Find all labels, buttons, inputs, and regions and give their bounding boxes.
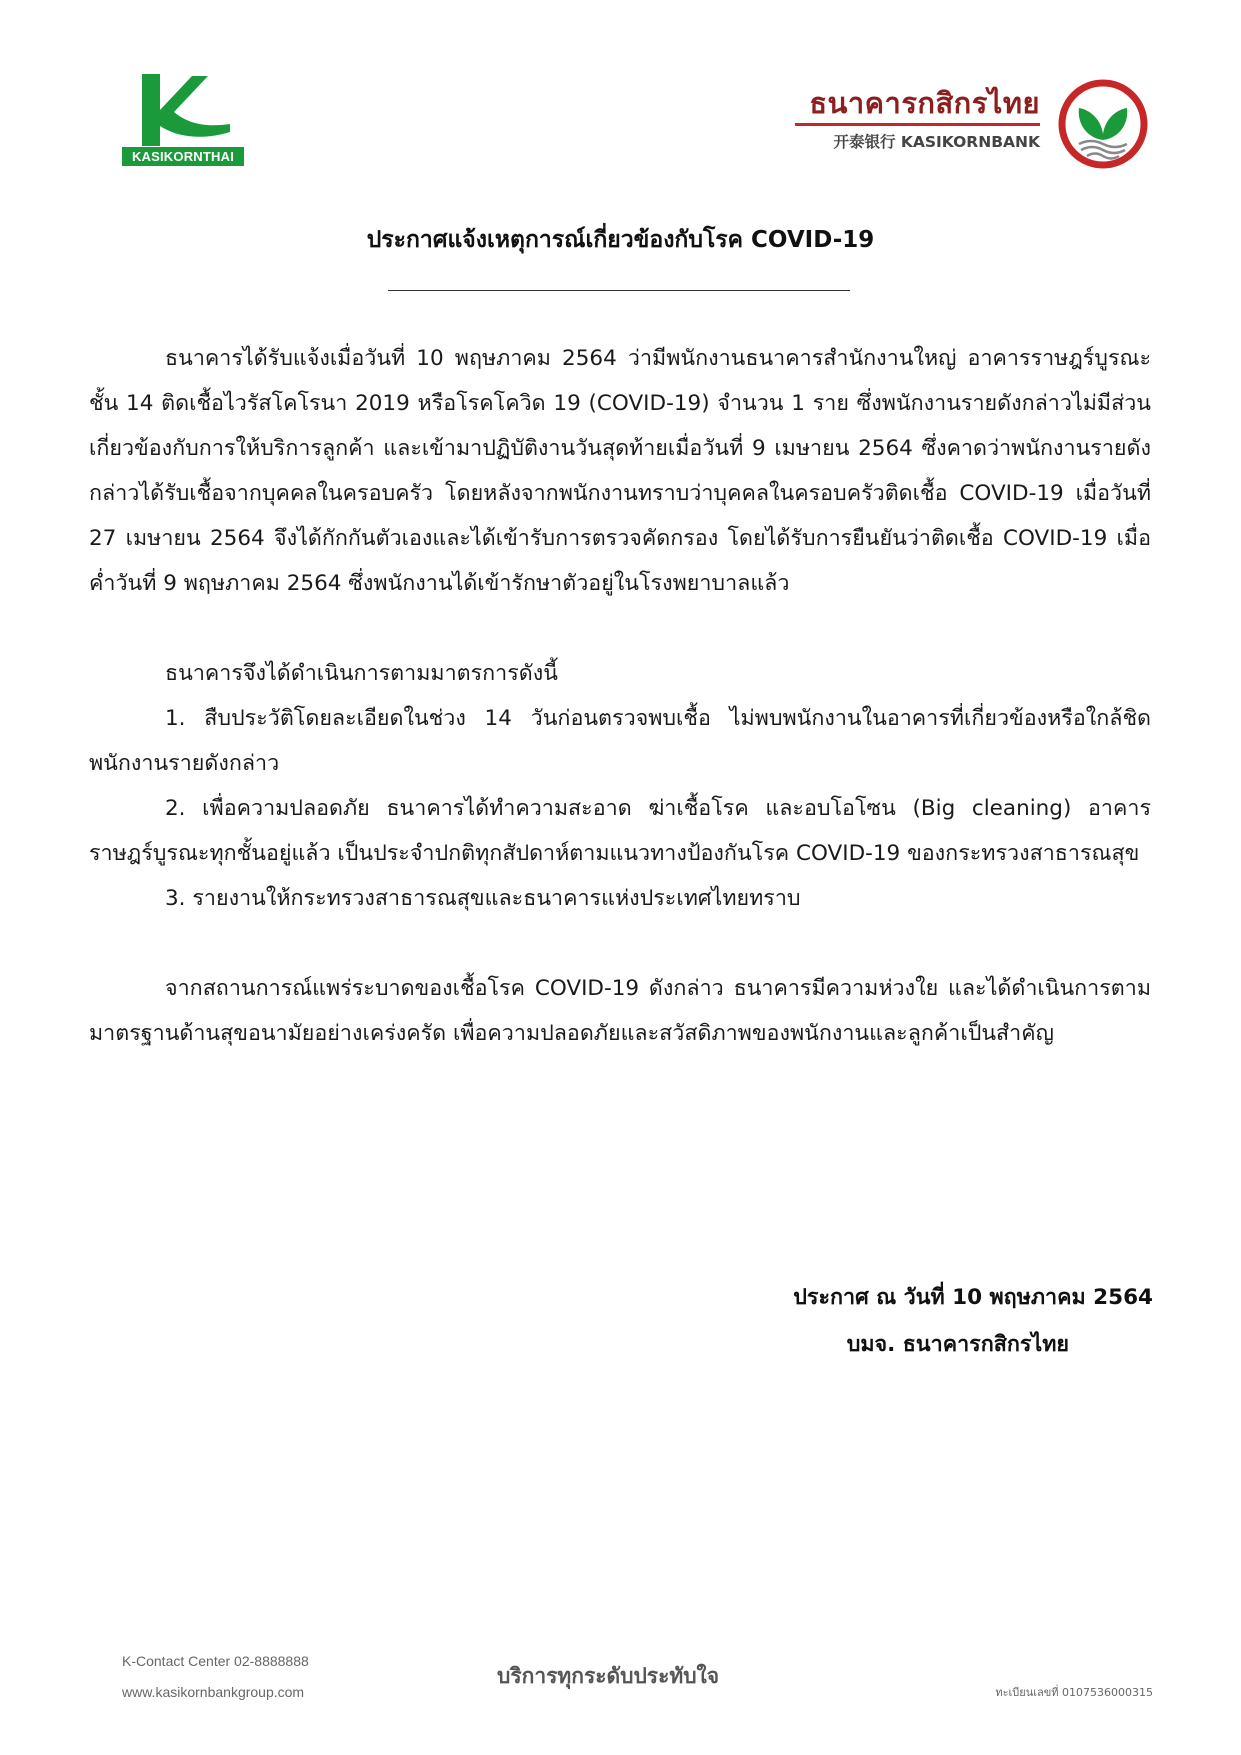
registration-number: ทะเบียนเลขที่ 0107536000315 [995,1686,1153,1699]
paragraph-gap [89,606,1151,651]
kasikornthai-label: KASIKORNTHAI [122,147,244,166]
kbank-emblem-icon [1057,78,1149,170]
logo-divider [795,123,1040,126]
measure-item-1: 1. สืบประวัติโดยละเอียดในช่วง 14 วันก่อนตรวจพบเชื้อ ไม่พบพนักงานในอาคารที่เกี่ยวข้องหรือใกล้ชิดพนักงานรายดังกล่าว [89,706,1151,776]
kasikornthai-logo [122,72,244,168]
paragraph-measures-intro: ธนาคารจึงได้ดำเนินการตามมาตรการดังนี้ [165,661,558,686]
announcement-body [89,336,1151,1056]
website-link[interactable]: www.kasikornbankgroup.com [122,1684,305,1700]
k-letter-icon [134,72,232,148]
title-underline [388,290,850,291]
measure-item-3: 3. รายงานให้กระทรวงสาธารณสุขและธนาคารแห่งประเทศไทยทราบ [165,886,801,911]
paragraph-incident: ธนาคารได้รับแจ้งเมื่อวันที่ 10 พฤษภาคม 2564 ว่ามีพนักงานธนาคารสำนักงานใหญ่ อาคารราษฎร์บูรณะ ชั้น 14 ติดเชื้อไวรัสโคโรนา 2019 หรือโรคโควิด 19 (COVID-19) จำนวน 1 ราย ซึ่งพนักงานรายดังกล่าวไม่มีส่วนเกี่ยวข้องกับการให้บริการลูกค้า และเข้ามาปฏิบัติงานวันสุดท้ายเมื่อวันที่ 9 เมษายน 2564 ซึ่งคาดว่าพนักงานรายดังกล่าวได้รับเชื้อจากบุคคลในครอบครัว โดยหลังจากพนักงานทราบว่าบุคคลในครอบครัวติดเชื้อ COVID-19 เมื่อวันที่ 27 เมษายน 2564 จึงได้กักกันตัวเองและได้เข้ารับการตรวจคัดกรอง โดยได้รับการยืนยันว่าติดเชื้อ COVID-19 เมื่อค่ำวันที่ 9 พฤษภาคม 2564 ซึ่งพนักงานได้เข้ารักษาตัวอยู่ในโรงพยาบาลแล้ว [89,346,1151,596]
signature-block [793,1274,1153,1368]
announcement-title: ประกาศแจ้งเหตุการณ์เกี่ยวข้องกับโรค COVID-19 [366,227,875,253]
measure-item-2: 2. เพื่อความปลอดภัย ธนาคารได้ทำความสะอาด ฆ่าเชื้อโรค และอบโอโซน (Big cleaning) อาคารราษฎร์บูรณะทุกชั้นอยู่แล้ว เป็นประจำปกติทุกสัปดาห์ตามแนวทางป้องกันโรค COVID-19 ของกระทรวงสาธารณสุข [89,796,1151,866]
company-name: บมจ. ธนาคารกสิกรไทย [846,1332,1069,1357]
paragraph-gap [89,921,1151,966]
footer-slogan: บริการทุกระดับประทับใจ [497,1664,720,1688]
bank-name-en: 开泰银行 KASIKORNBANK [833,133,1040,151]
bank-name-thai: ธนาคารกสิกรไทย [809,86,1040,120]
paragraph-conclusion: จากสถานการณ์แพร่ระบาดของเชื้อโรค COVID-19 ดังกล่าว ธนาคารมีความห่วงใย และได้ดำเนินการตามมาตรฐานด้านสุขอนามัยอย่างเคร่งครัด เพื่อความปลอดภัยและสวัสดิภาพของพนักงานและลูกค้าเป็นสำคัญ [89,976,1151,1046]
contact-center: K-Contact Center 02-8888888 [122,1653,309,1669]
footer-contact-block [122,1646,309,1708]
announcement-date: ประกาศ ณ วันที่ 10 พฤษภาคม 2564 [793,1285,1153,1310]
kasikornbank-logo [795,78,1155,170]
